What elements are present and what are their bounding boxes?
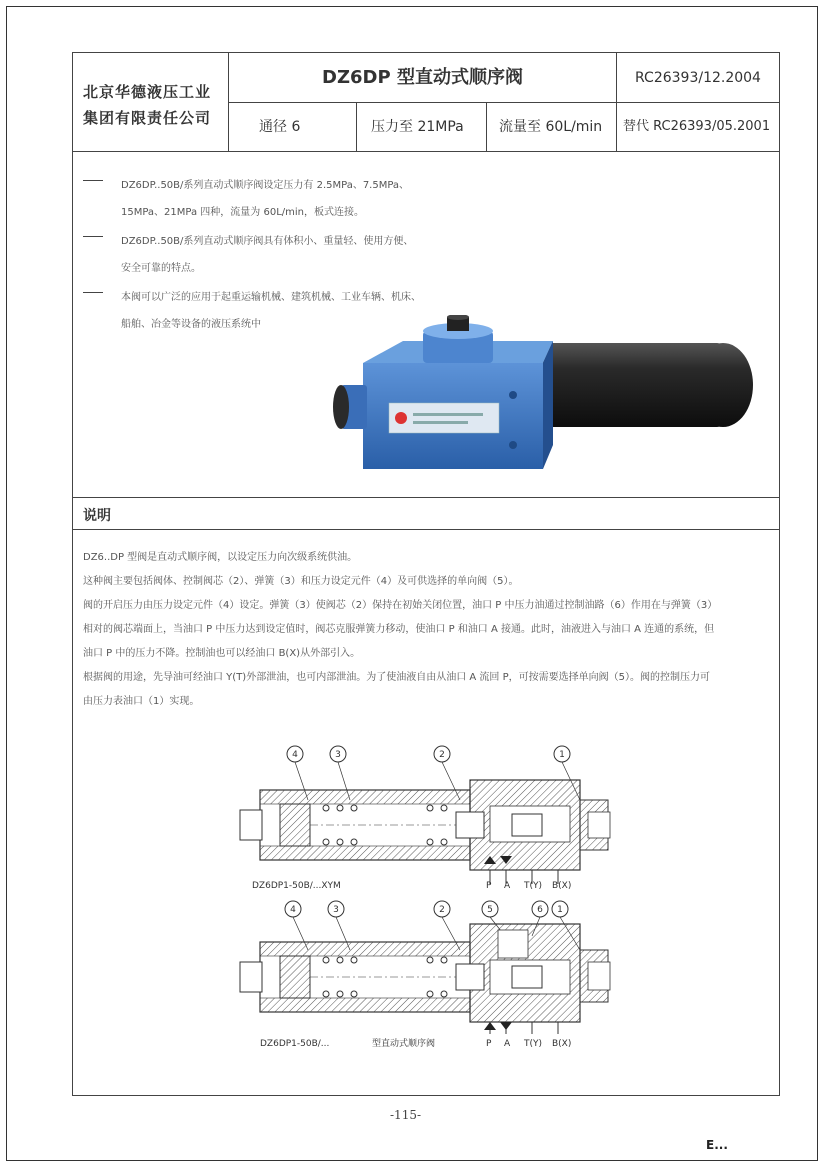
spec-replaces: 替代 RC26393/05.2001	[623, 119, 771, 134]
svg-text:2: 2	[439, 750, 445, 760]
product-photo	[323, 315, 763, 475]
diagram-top	[240, 746, 610, 891]
svg-text:1: 1	[559, 750, 565, 760]
callout-2	[434, 901, 450, 917]
svg-text:1: 1	[557, 905, 563, 915]
port-p: P	[486, 1039, 492, 1049]
spec-flow: 流量至 60L/min	[487, 103, 617, 151]
description-line-1: DZ6..DP 型阀是直动式顺序阀，以设定压力向次级系统供油。	[83, 552, 358, 563]
callout-3	[328, 901, 344, 917]
description-line-6: 根据阀的用途，先导油可经油口 Y(T)外部泄油，也可内部泄油。为了使油液自由从油口 A 流回 P，可按需要选择单向阀（5）。阀的控制压力可	[83, 672, 710, 683]
feature-bullet	[83, 287, 119, 298]
spec-pressure: 压力至 21MPa	[357, 103, 487, 151]
svg-text:2: 2	[439, 905, 445, 915]
description-line-3: 阀的开启压力由压力设定元件（4）设定。弹簧（3）使阀芯（2）保持在初始关闭位置，油口 P 中压力油通过控制油路（6）作用在与弹簧（3）	[83, 600, 718, 611]
feature-1-line2: 15MPa、21MPa 四种，流量为 60L/min，板式连接。	[121, 207, 365, 218]
model-label-top: DZ6DP1-50B/...XYM	[252, 881, 341, 891]
port-b: B(X)	[552, 881, 572, 891]
feature-bullet	[83, 231, 119, 242]
company-cell	[73, 53, 229, 151]
callout-1	[552, 901, 568, 917]
port-t: T(Y)	[524, 1039, 543, 1049]
feature-1-line1: DZ6DP..50B/系列直动式顺序阀设定压力有 2.5MPa、7.5MPa、	[121, 180, 410, 191]
callout-4	[287, 746, 303, 762]
svg-text:5: 5	[487, 905, 493, 915]
port-b: B(X)	[552, 1039, 572, 1049]
description-line-4: 相对的阀芯端面上，当油口 P 中压力达到设定值时，阀芯克服弹簧力移动，使油口 P 和油口 A 接通。此时，油液进入与油口 A 连通的系统，但	[83, 624, 715, 635]
section-diagram	[160, 688, 630, 1058]
description-line-5: 油口 P 中的压力不降。控制油也可以经油口 B(X)从外部引入。	[83, 648, 361, 659]
port-a: A	[504, 881, 511, 891]
page-number: -115-	[390, 1108, 422, 1122]
feature-2-line1: DZ6DP..50B/系列直动式顺序阀具有体积小、重量轻、使用方便、	[121, 236, 414, 247]
svg-text:4: 4	[292, 750, 298, 760]
diagram-caption: 型直动式顺序阀	[372, 1039, 436, 1049]
corner-mark: E...	[706, 1138, 728, 1152]
description-line-2: 这种阀主要包括阀体、控制阀芯（2）、弹簧（3）和压力设定元件（4）及可供选择的单向阀（5）。	[83, 576, 519, 587]
svg-text:3: 3	[335, 750, 341, 760]
port-p: P	[486, 881, 492, 891]
description-line-7: 由压力表油口（1）实现。	[83, 696, 200, 707]
section-divider	[73, 497, 779, 498]
callout-5	[482, 901, 498, 917]
feature-3-line1: 本阀可以广泛的应用于起重运输机械、建筑机械、工业车辆、机床、	[121, 292, 421, 303]
feature-bullet	[83, 175, 119, 186]
svg-text:6: 6	[537, 905, 543, 915]
header-divider	[73, 151, 779, 152]
svg-text:3: 3	[333, 905, 339, 915]
callout-3	[330, 746, 346, 762]
diagram-bottom	[240, 901, 610, 1049]
company-name-line2: 集团有限责任公司	[83, 109, 212, 127]
port-a: A	[504, 1039, 511, 1049]
callout-6	[532, 901, 548, 917]
description-title: 说明	[83, 508, 111, 524]
company-name-line1: 北京华德液压工业	[83, 83, 212, 101]
model-label-bottom: DZ6DP1-50B/...	[260, 1039, 330, 1049]
section-divider	[73, 529, 779, 530]
product-title: DZ6DP 型直动式顺序阀	[229, 53, 617, 103]
port-t: T(Y)	[524, 881, 543, 891]
callout-2	[434, 746, 450, 762]
svg-text:4: 4	[290, 905, 296, 915]
feature-2-line2: 安全可靠的特点。	[121, 263, 201, 274]
callout-4	[285, 901, 301, 917]
callout-1	[554, 746, 570, 762]
document-code: RC26393/12.2004	[617, 53, 779, 103]
spec-size: 通径 6	[229, 103, 357, 151]
feature-3-line2: 船舶、冶金等设备的液压系统中	[121, 319, 261, 330]
